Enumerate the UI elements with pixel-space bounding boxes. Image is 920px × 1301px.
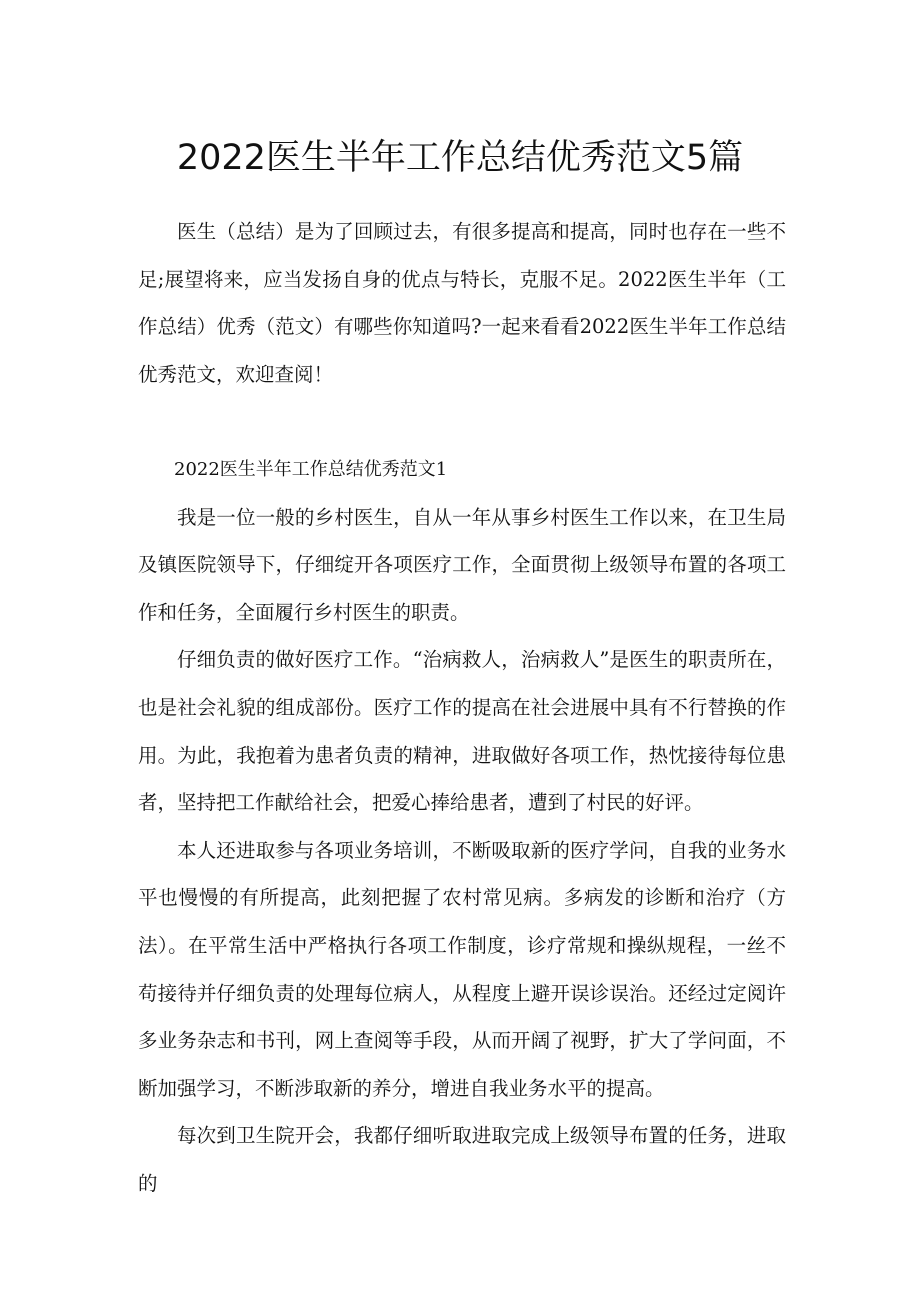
page-title: 2022医生半年工作总结优秀范文5篇 [176, 138, 744, 178]
body-paragraph: 我是一位一般的乡村医生，自从一年从事乡村医生工作以来，在卫生局及镇医院领导下，仔细绽开各项医疗工作，全面贯彻上级领导布置的各项工作和任务，全面履行乡村医生的职责。 [138, 505, 786, 624]
document-body [138, 208, 786, 1207]
body-paragraph: 仔细负责的做好医疗工作。“治病救人，治病救人”是医生的职责所在，也是社会礼貌的组成部份。医疗工作的提高在社会进展中具有不行替换的作用。为此，我抱着为患者负责的精神，进取做好各项工作，热忱接待每位患者，坚持把工作献给社会，把爱心捧给患者，遭到了村民的好评。 [138, 648, 786, 815]
body-paragraph: 本人还进取参与各项业务培训，不断吸取新的医疗学问，自我的业务水平也慢慢的有所提高，此刻把握了农村常见病。多病发的诊断和治疗（方法）。在平常生活中严格执行各项工作制度，诊疗常规和操纵规程，一丝不苟接待并仔细负责的处理每位病人，从程度上避开误诊误治。还经过定阅许多业务杂志和书刊，网上查阅等手段，从而开阔了视野，扩大了学问面，不断加强学习，不断涉取新的养分，增进自我业务水平的提高。 [138, 838, 786, 1100]
section-heading: 2022医生半年工作总结优秀范文1 [174, 458, 448, 480]
body-paragraph: 每次到卫生院开会，我都仔细听取进取完成上级领导布置的任务，进取的 [138, 1124, 786, 1195]
intro-paragraph: 医生（总结）是为了回顾过去，有很多提高和提高，同时也存在一些不足;展望将来，应当发扬自身的优点与特长，克服不足。2022医生半年（工作总结）优秀（范文）有哪些你知道吗?一起来看看2022医生半年工作总结优秀范文，欢迎查阅！ [138, 220, 786, 386]
